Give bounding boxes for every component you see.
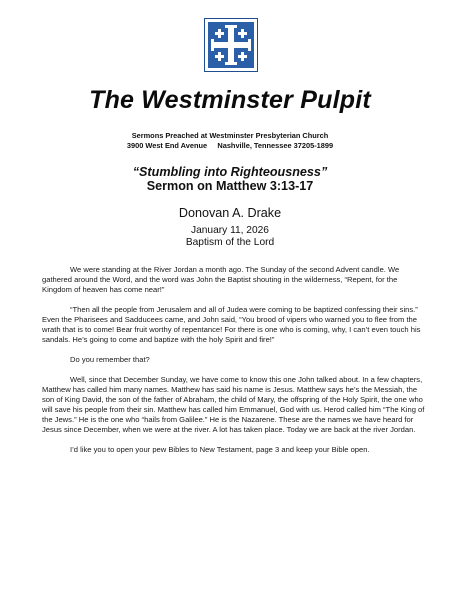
preacher-name: Donovan A. Drake [178,206,282,220]
publication-title: The Westminster Pulpit [89,86,371,114]
sermon-body [42,265,429,465]
paragraph: Well, since that December Sunday, we have come to know this one John talked about. In a few chapters, Matthew has called him many names. Matthew has said his name is Jesus. Matthew says he’s the Messiah, the son of King David, the son of the father of Abraham, the child of Mary, the offspring of the Holy Spirit, the one who will save his people from their sin. Matthew has called him Emmanuel, God with us. Herod called him “The King of the Jews.” He is the one who “hails from Galilee.” He is the Nazarene. These are the names we have heard for Jesus since December, when we were at the river. A lot has taken place. Today we are back at the river Jordan. [42,375,425,434]
church-name: Sermons Preached at Westminster Presbyterian Church [131,131,329,140]
sermon-scripture: Sermon on Matthew 3:13-17 [146,179,314,193]
church-address: 3900 West End Avenue Nashville, Tennessee 37205-1899 [126,141,334,150]
paragraph: “Then all the people from Jerusalem and all of Judea were coming to be baptized confessing their sins.” Even the Pharisees and Sadducees came, and John said, “You brood of vipers who warned you to flee from the wrath that is to come! Bear fruit worthy of repentance! For there is one who is coming, why, I can’t even touch his sandals. He’s going to come and baptize with the holy Spirit and fire!” [42,305,421,344]
sermon-date: January 11, 2026 [191,225,269,236]
church-logo [204,18,258,72]
sermon-occasion: Baptism of the Lord [185,237,275,248]
paragraph: We were standing at the River Jordan a month ago. The Sunday of the second Advent candle. We gathered around the Word, and the word was John the Baptist shouting in the wilderness, “Repent, for the Kingdom of heaven has come near!” [42,265,400,294]
paragraph: I’d like you to open your pew Bibles to New Testament, page 3 and keep your Bible open. [70,445,370,454]
sermon-title: “Stumbling into Righteousness” [132,165,328,179]
sermon-heading [0,165,460,193]
paragraph: Do you remember that? [70,355,150,364]
jerusalem-cross-icon [205,19,257,71]
sermon-date-block [0,225,460,249]
